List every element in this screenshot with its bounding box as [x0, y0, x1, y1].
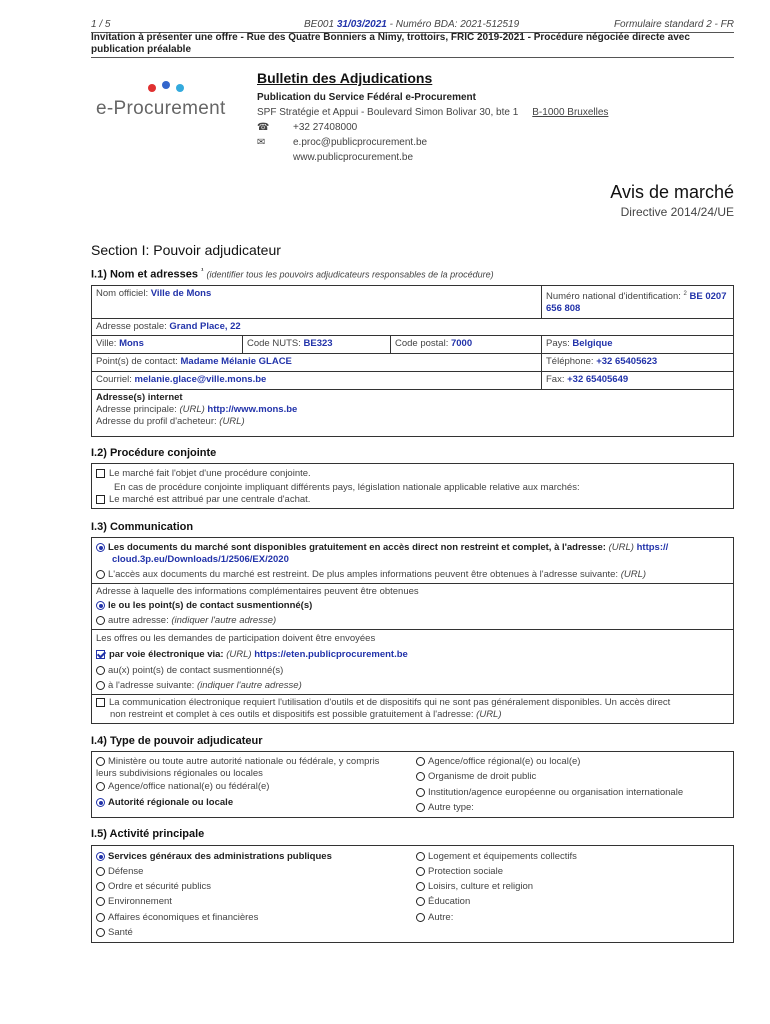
- authority-type-regional[interactable]: Autorité régionale ou locale: [96, 797, 233, 809]
- radio-icon[interactable]: [96, 570, 105, 579]
- publication-date: 31/03/2021: [336, 19, 387, 30]
- postcode-cell: Code postal: 7000: [390, 335, 541, 353]
- authority-type-regional-agency[interactable]: Agence/office régional(e) ou local(e): [416, 756, 580, 768]
- page-number: 1 / 5: [91, 19, 111, 30]
- logo-dot-cyan: [176, 84, 184, 92]
- electronic-tools-option[interactable]: La communication électronique requiert l'utilisation d'outils et de dispositifs qui ne sont pas généralement disponibles. Un accès direct: [96, 697, 733, 709]
- radio-icon[interactable]: [416, 882, 425, 891]
- radio-icon[interactable]: [416, 803, 425, 812]
- radio-icon[interactable]: [416, 913, 425, 922]
- checkbox-checked-icon[interactable]: [96, 650, 105, 659]
- i1-address-table: [91, 285, 734, 437]
- central-purchasing-option[interactable]: Le marché est attribué par une centrale d'achat.: [96, 494, 310, 506]
- checkbox-icon[interactable]: [96, 495, 105, 504]
- section-title: Section I: Pouvoir adjudicateur: [91, 242, 281, 258]
- phone: +32 65405623: [596, 356, 658, 367]
- country-cell: Pays: Belgique: [541, 335, 733, 353]
- radio-selected-icon[interactable]: [96, 798, 105, 807]
- official-name: Ville de Mons: [150, 288, 212, 299]
- radio-icon[interactable]: [96, 867, 105, 876]
- logo-dot-red: [148, 84, 156, 92]
- i4-heading: I.4) Type de pouvoir adjudicateur: [91, 735, 263, 747]
- radio-selected-icon[interactable]: [96, 852, 105, 861]
- bulletin-publisher: Publication du Service Fédéral e-Procurement: [257, 92, 476, 103]
- phone-cell: Téléphone: +32 65405623: [541, 353, 733, 371]
- e-procurement-logo: [96, 78, 226, 128]
- i5-box: [91, 845, 734, 943]
- radio-icon[interactable]: [96, 782, 105, 791]
- joint-procedure-note: En cas de procédure conjointe impliquant différents pays, législation nationale applicable relative aux marchés:: [114, 482, 580, 493]
- contact-person: Madame Mélanie GLACE: [180, 356, 292, 367]
- internet-cell: Adresse(s) internet Adresse principale: (URL) http://www.mons.be Adresse du profil d'acheteur: (URL): [92, 389, 733, 436]
- bulletin-info: [257, 70, 608, 165]
- form-reference: BE001 31/03/2021 - Numéro BDA: 2021-512519: [304, 19, 520, 30]
- national-id-cell: Numéro national d'identification: $^2$ BE 0207 656 808: [541, 286, 733, 318]
- authority-type-public-body[interactable]: Organisme de droit public: [416, 771, 536, 783]
- offers-contact-option[interactable]: au(x) point(s) de contact susmentionné(s): [96, 665, 283, 677]
- email-link[interactable]: melanie.glace@ville.mons.be: [134, 374, 267, 385]
- i1-heading: I.1) Nom et adresses $^{^1}$ (identifier tous les pouvoirs adjudicateurs responsables de la procédure): [91, 268, 494, 281]
- official-name-cell: Nom officiel: Ville de Mons: [96, 288, 212, 299]
- notice-type-title: Avis de marché: [610, 182, 734, 202]
- checkbox-icon[interactable]: [96, 698, 105, 707]
- activity-housing[interactable]: Logement et équipements collectifs: [416, 851, 577, 863]
- contact-cell: Point(s) de contact: Madame Mélanie GLACE: [92, 353, 541, 371]
- city-cell: Ville: Mons: [92, 335, 242, 353]
- authority-type-eu-institution[interactable]: Institution/agence européenne ou organisation internationale: [416, 787, 683, 799]
- docs-restricted-option[interactable]: L'accès aux documents du marché est restreint. De plus amples informations peuvent être obtenues à l'adresse suivante: (URL): [96, 569, 646, 581]
- activity-general-services[interactable]: Services généraux des administrations publiques: [96, 851, 332, 863]
- radio-icon[interactable]: [96, 616, 105, 625]
- activity-defence[interactable]: Défense: [96, 866, 143, 878]
- fax-cell: Fax: +32 65405649: [541, 371, 733, 389]
- bulletin-email[interactable]: e.proc@publicprocurement.be: [293, 137, 428, 148]
- bulletin-phone-row: ☎ +32 27408000: [257, 122, 358, 133]
- offers-label: Les offres ou les demandes de participation doivent être envoyées: [96, 633, 376, 644]
- activity-social-protection[interactable]: Protection sociale: [416, 866, 503, 878]
- city: Mons: [119, 338, 144, 349]
- radio-icon[interactable]: [416, 867, 425, 876]
- i2-box: [91, 463, 734, 509]
- offers-address-option[interactable]: à l'adresse suivante: (indiquer l'autre adresse): [96, 680, 302, 692]
- i5-heading: I.5) Activité principale: [91, 828, 205, 840]
- radio-icon[interactable]: [96, 928, 105, 937]
- authority-type-other[interactable]: Autre type:: [416, 802, 474, 814]
- postcode: 7000: [450, 338, 473, 349]
- bulletin-address-row: SPF Stratégie et Appui - Boulevard Simon Bolivar 30, bte 1 B-1000 Bruxelles: [257, 107, 609, 118]
- bulletin-title: Bulletin des Adjudications: [257, 70, 433, 86]
- info-address-label: Adresse à laquelle des informations complémentaires peuvent être obtenues: [96, 586, 419, 597]
- activity-environment[interactable]: Environnement: [96, 896, 172, 908]
- activity-health[interactable]: Santé: [96, 927, 133, 939]
- authority-type-national-agency[interactable]: Agence/office national(e) ou fédéral(e): [96, 781, 269, 793]
- email-cell: Courriel: melanie.glace@ville.mons.be: [92, 371, 541, 389]
- title-rule: [91, 57, 734, 58]
- activity-leisure[interactable]: Loisirs, culture et religion: [416, 881, 533, 893]
- national-id: BE 0207 656 808: [546, 291, 727, 315]
- nuts-code: BE323: [303, 338, 333, 349]
- authority-type-national[interactable]: Ministère ou toute autre autorité nationale ou fédérale, y compris leurs subdivisions régionales ou locales: [96, 756, 380, 779]
- radio-icon[interactable]: [416, 852, 425, 861]
- country: Belgique: [572, 338, 613, 349]
- joint-procedure-option[interactable]: Le marché fait l'objet d'une procédure conjointe.: [96, 468, 311, 480]
- electronic-tools-note: non restreint et complet à ces outils et dispositifs est possible gratuitement à l'adresse: (URL): [110, 709, 502, 720]
- i3-heading: I.3) Communication: [91, 521, 194, 533]
- postal-address-cell: Adresse postale: Grand Place, 22: [92, 318, 733, 335]
- docs-free-option[interactable]: Les documents du marché sont disponibles gratuitement en accès direct non restreint et complet, à l'adresse: (URL) https:// cloud.3p.eu/Downloads/1/2506/EX/2020: [96, 542, 726, 566]
- envelope-icon: ✉: [257, 137, 266, 148]
- fax: +32 65405649: [567, 374, 629, 385]
- radio-icon[interactable]: [96, 897, 105, 906]
- logo-text: e-Procurement: [96, 98, 226, 119]
- info-contact-option[interactable]: le ou les point(s) de contact susmentionné(s): [96, 600, 312, 612]
- notice-title: Invitation à présenter une offre - Rue des Quatre Bonniers a Nimy, trottoirs, FRIC 2019-2021 - Procédure négociée directe avec publication préalable: [91, 32, 690, 55]
- offers-electronic-option[interactable]: par voie électronique via: (URL) https://eten.publicprocurement.be: [96, 649, 408, 661]
- radio-icon[interactable]: [96, 757, 105, 766]
- radio-icon[interactable]: [416, 772, 425, 781]
- i2-heading: I.2) Procédure conjointe: [91, 447, 217, 459]
- phone-icon: ☎: [257, 122, 270, 133]
- radio-icon[interactable]: [416, 757, 425, 766]
- activity-education[interactable]: Éducation: [416, 896, 470, 908]
- notice-directive: Directive 2014/24/UE: [620, 205, 734, 219]
- radio-icon[interactable]: [96, 882, 105, 891]
- radio-icon[interactable]: [96, 681, 105, 690]
- main-url-link[interactable]: http://www.mons.be: [207, 404, 298, 415]
- bulletin-web-row: [257, 150, 608, 165]
- info-other-option[interactable]: autre adresse: (indiquer l'autre adresse): [96, 615, 276, 627]
- bulletin-web[interactable]: www.publicprocurement.be: [293, 152, 414, 163]
- nuts-cell: Code NUTS: BE323: [242, 335, 390, 353]
- bulletin-city: B-1000 Bruxelles: [532, 107, 609, 118]
- notice-type: [610, 182, 734, 219]
- bulletin-email-row: [257, 135, 608, 150]
- radio-icon[interactable]: [416, 897, 425, 906]
- checkbox-icon[interactable]: [96, 469, 105, 478]
- radio-selected-icon[interactable]: [96, 543, 105, 552]
- radio-selected-icon[interactable]: [96, 601, 105, 610]
- activity-economic[interactable]: Affaires économiques et financières: [96, 912, 258, 924]
- activity-public-order[interactable]: Ordre et sécurité publics: [96, 881, 211, 893]
- logo-dot-blue: [162, 81, 170, 89]
- activity-other[interactable]: Autre:: [416, 912, 453, 924]
- radio-icon[interactable]: [96, 913, 105, 922]
- postal-address: Grand Place, 22: [169, 321, 241, 332]
- docs-url-link[interactable]: cloud.3p.eu/Downloads/1/2506/EX/2020: [112, 554, 289, 565]
- form-standard: Formulaire standard 2 - FR: [613, 19, 734, 30]
- offers-url-link[interactable]: https://eten.publicprocurement.be: [254, 649, 408, 660]
- i3-box: [91, 537, 734, 724]
- i4-box: [91, 751, 734, 818]
- radio-icon[interactable]: [416, 788, 425, 797]
- radio-icon[interactable]: [96, 666, 105, 675]
